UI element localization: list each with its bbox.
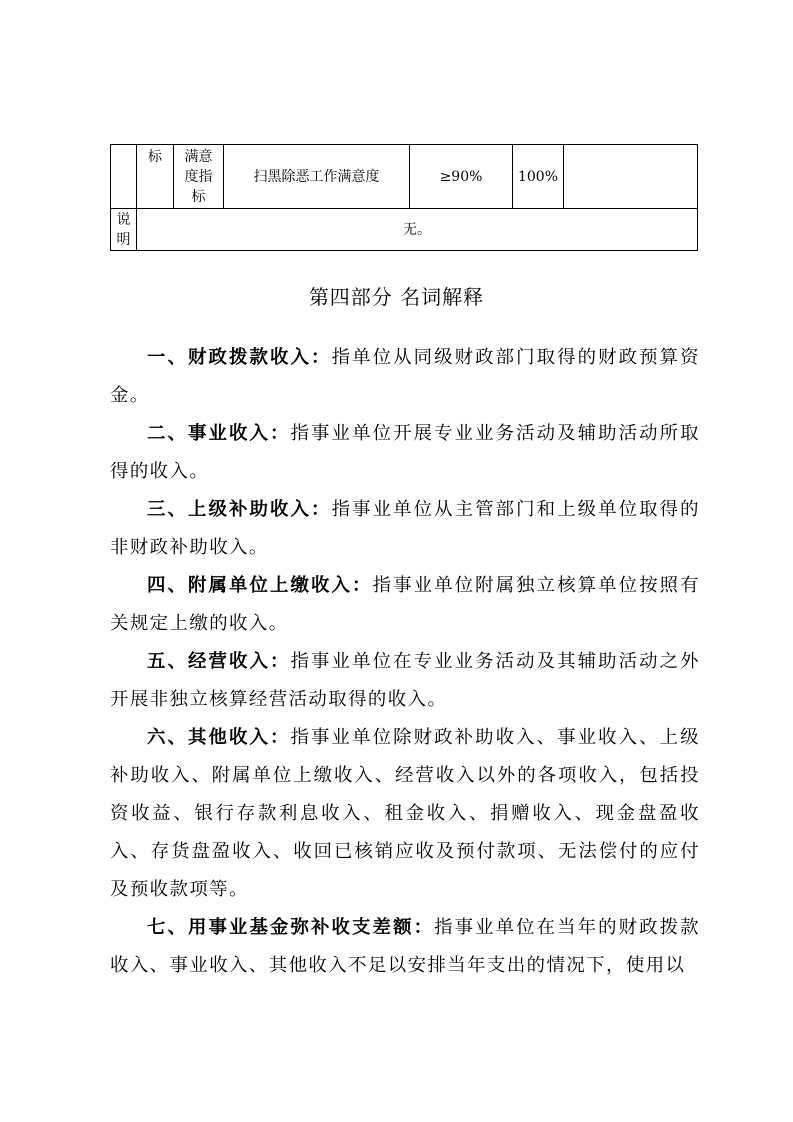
note-value-cell: 无。 xyxy=(137,209,698,251)
table-row xyxy=(111,145,698,209)
level1-cell xyxy=(111,145,137,209)
indicator-cell: 扫黑除恶工作满意度 xyxy=(224,145,410,209)
definition-6 xyxy=(110,719,700,909)
definition-7 xyxy=(110,909,700,985)
definition-term: 三、上级补助收入： xyxy=(147,499,332,520)
definition-text: 指事业单位从主管部门和上级单位取得的非财政补助收入。 xyxy=(110,499,700,558)
section-title: 第四部分 名词解释 xyxy=(308,285,485,309)
definition-text: 指事业单位在专业业务活动及其辅助活动之外开展非独立核算经营活动取得的收入。 xyxy=(110,651,700,710)
definition-text: 指事业单位开展专业业务活动及辅助活动所取得的收入。 xyxy=(110,423,700,482)
extra-cell xyxy=(564,145,698,209)
level3-cell: 满意度指标 xyxy=(174,145,224,209)
definition-5 xyxy=(110,643,700,719)
definition-term: 二、事业收入： xyxy=(147,423,291,444)
actual-cell: 100% xyxy=(513,145,564,209)
definition-term: 六、其他收入： xyxy=(147,727,291,748)
definition-text: 指单位从同级财政部门取得的财政预算资金。 xyxy=(110,347,700,406)
target-cell: ≥90% xyxy=(410,145,513,209)
definition-term: 四、附属单位上缴收入： xyxy=(147,575,373,596)
definition-text: 指事业单位在当年的财政拨款收入、事业收入、其他收入不足以安排当年支出的情况下，使用以 xyxy=(110,917,700,976)
definition-term: 一、财政拨款收入： xyxy=(147,347,332,368)
performance-table xyxy=(110,144,698,251)
definition-term: 五、经营收入： xyxy=(147,651,291,672)
definition-4 xyxy=(110,567,700,643)
definition-text: 指事业单位除财政补助收入、事业收入、上级补助收入、附属单位上缴收入、经营收入以外的各项收入，包括投资收益、银行存款利息收入、租金收入、捐赠收入、现金盘盈收入、存货盘盈收入、收回已核销应收及预付款项、无法偿付的应付及预收款项等。 xyxy=(110,727,700,900)
definition-text: 指事业单位附属独立核算单位按照有关规定上缴的收入。 xyxy=(110,575,701,634)
note-row xyxy=(111,209,698,251)
definition-1 xyxy=(110,339,700,415)
note-label-cell: 说明 xyxy=(111,209,137,251)
definition-2 xyxy=(110,415,700,491)
definition-term: 七、用事业基金弥补收支差额： xyxy=(147,917,435,938)
level2-cell: 标 xyxy=(137,145,174,209)
definition-3 xyxy=(110,491,700,567)
